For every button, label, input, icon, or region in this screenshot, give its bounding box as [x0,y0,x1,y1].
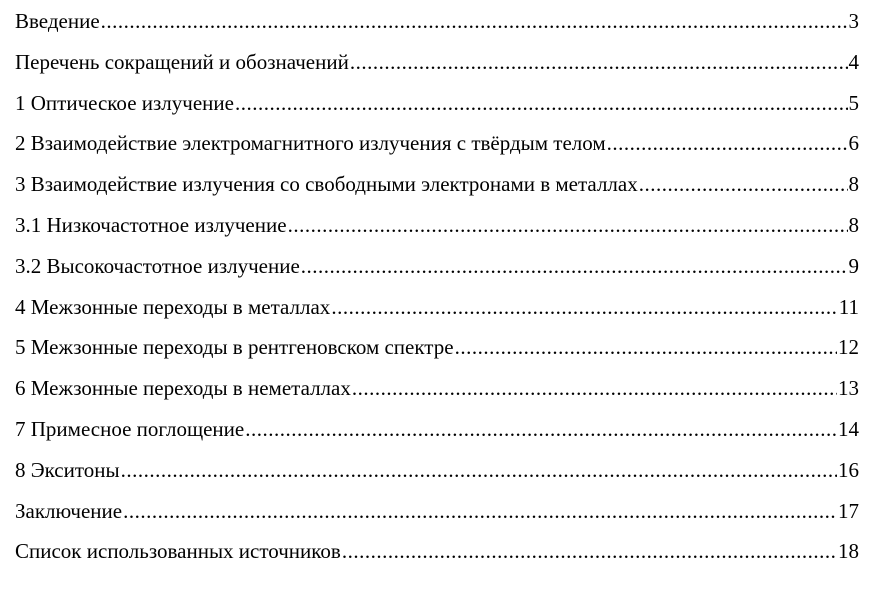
dot-leader [607,130,848,156]
toc-entry-page-number: 3 [848,9,859,33]
toc-entry-section-3[interactable] [15,171,859,212]
toc-entry-page-number: 12 [838,335,859,360]
toc-entry-title: 3.2 Высокочастотное излучение [15,253,300,278]
dot-leader [331,294,837,320]
toc-entry-section-5[interactable] [15,334,859,375]
toc-entry-page-number: 14 [838,416,859,441]
dot-leader [352,375,837,401]
toc-entry-title: 5 Межзонные переходы в рентгеновском спектре [15,335,454,360]
toc-entry-title: 1 Оптическое излучение [15,90,234,115]
toc-entry-references[interactable] [15,538,859,579]
toc-entry-page-number: 17 [838,498,859,523]
toc-entry-title: 8 Экситоны [15,457,120,482]
toc-entry-page-number: 13 [838,376,859,401]
toc-entry-page-number: 6 [848,131,859,156]
toc-entry-title: 4 Межзонные переходы в металлах [15,294,331,319]
dot-leader [455,334,837,360]
toc-entry-introduction[interactable] [15,8,859,49]
toc-entry-page-number: 8 [848,212,859,237]
dot-leader [121,457,837,483]
toc-entry-page-number: 5 [848,90,859,115]
toc-entry-section-1[interactable] [15,90,859,131]
toc-entry-page-number: 9 [848,253,859,278]
toc-entry-section-4[interactable] [15,294,859,335]
toc-entry-page-number: 16 [838,457,859,482]
dot-leader [123,498,837,524]
dot-leader [350,49,848,75]
toc-entry-section-2[interactable] [15,130,859,171]
toc-entry-section-3-1[interactable] [15,212,859,253]
dot-leader [245,416,837,442]
toc-entry-title: Введение [15,9,100,33]
dot-leader [101,8,848,34]
toc-entry-title: 3 Взаимодействие излучения со свободными электронами в металлах [15,172,638,197]
dot-leader [639,171,848,197]
toc-entry-title: Список использованных источников [15,539,341,564]
toc-entry-page-number: 11 [838,294,859,319]
toc-entry-section-6[interactable] [15,375,859,416]
table-of-contents [15,8,859,579]
dot-leader [288,212,848,238]
toc-entry-title: 2 Взаимодействие электромагнитного излучения с твёрдым телом [15,131,606,156]
toc-entry-title: 3.1 Низкочастотное излучение [15,212,287,237]
toc-entry-abbreviations[interactable] [15,49,859,90]
toc-entry-title: Заключение [15,498,123,523]
dot-leader [342,538,837,564]
toc-entry-page-number: 8 [848,172,859,197]
toc-entry-title: 6 Межзонные переходы в неметаллах [15,376,351,401]
toc-entry-page-number: 4 [848,49,859,74]
toc-entry-title: Перечень сокращений и обозначений [15,49,349,74]
toc-entry-section-7[interactable] [15,416,859,457]
toc-entry-title: 7 Примесное поглощение [15,416,245,441]
dot-leader [301,253,848,279]
toc-entry-section-8[interactable] [15,457,859,498]
toc-entry-page-number: 18 [838,539,859,564]
dot-leader [235,90,848,116]
toc-entry-conclusion[interactable] [15,498,859,539]
toc-entry-section-3-2[interactable] [15,253,859,294]
